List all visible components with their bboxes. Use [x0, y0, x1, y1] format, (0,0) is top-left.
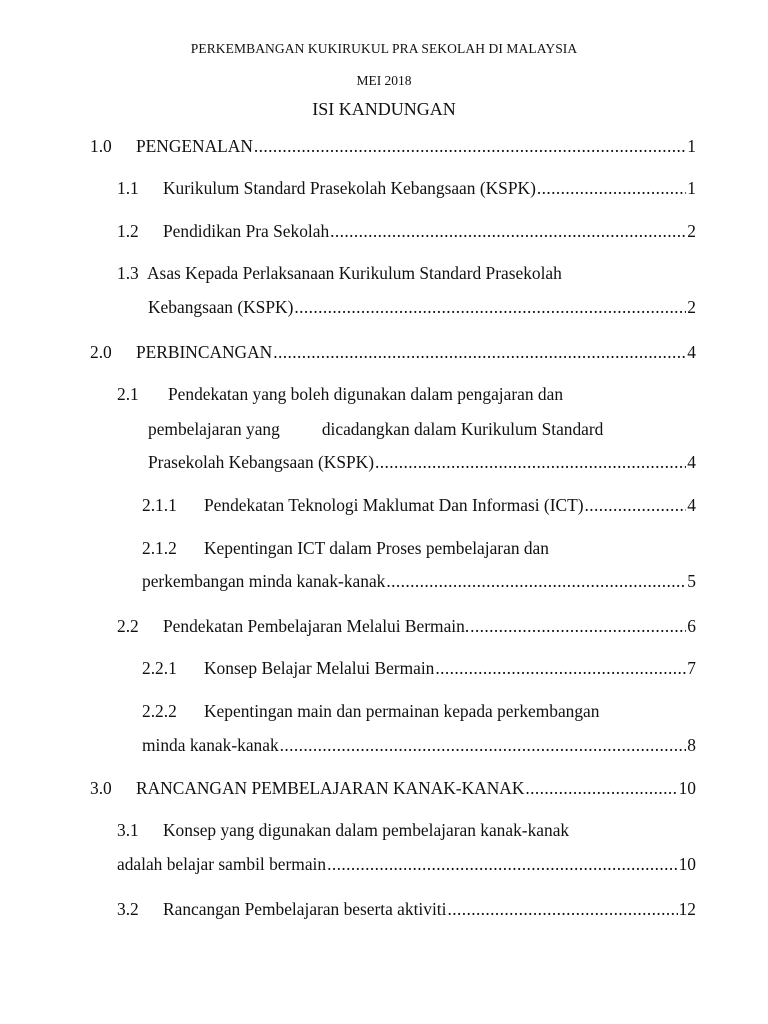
toc-entry-number: 2.1.2 — [142, 538, 177, 558]
toc-entry-text: Pendidikan Pra Sekolah — [163, 221, 330, 241]
toc-entry-page: 10 — [678, 854, 696, 874]
toc-entry-1-2[interactable] — [117, 220, 696, 242]
toc-entry-1-0[interactable] — [90, 135, 696, 157]
toc-entry-3-0[interactable] — [90, 777, 696, 799]
toc-entry-2-1-2-line1[interactable] — [142, 537, 696, 559]
toc-leader-dots — [327, 853, 678, 875]
toc-entry-text: Kepentingan ICT dalam Proses pembelajaran dan — [204, 538, 549, 558]
toc-entry-text: PENGENALAN — [136, 136, 253, 156]
toc-entry-text: Kebangsaan (KSPK) — [148, 297, 294, 317]
toc-leader-dots — [447, 898, 677, 920]
toc-leader-dots — [330, 220, 686, 242]
toc-entry-page: 12 — [678, 899, 696, 919]
toc-leader-dots — [254, 135, 686, 157]
toc-entry-text: RANCANGAN PEMBELAJARAN KANAK-KANAK — [136, 778, 525, 798]
toc-entry-page: 6 — [687, 616, 696, 636]
toc-entry-number: 1.1 — [117, 178, 139, 198]
toc-entry-1-3-line1[interactable] — [117, 262, 696, 284]
toc-leader-dots — [294, 296, 686, 318]
toc-title: ISI KANDUNGAN — [312, 99, 456, 119]
toc-leader-dots — [537, 177, 686, 199]
toc-entry-2-2-2-line2[interactable] — [142, 734, 696, 756]
toc-entry-page: 4 — [687, 452, 696, 472]
toc-entry-number: 2.1 — [117, 384, 139, 404]
toc-entry-number: 2.2.2 — [142, 701, 177, 721]
toc-entry-2-2-2-line1[interactable] — [142, 700, 696, 722]
toc-entry-number: 2.2 — [117, 616, 139, 636]
toc-entry-number: 3.0 — [90, 778, 112, 798]
toc-entry-text: perkembangan minda kanak-kanak — [142, 571, 386, 591]
toc-entry-2-2-1[interactable] — [142, 657, 696, 679]
toc-entry-number: 2.0 — [90, 342, 112, 362]
toc-entry-number: 2.1.1 — [142, 495, 177, 515]
toc-entry-text: Pendekatan yang boleh digunakan dalam pengajaran dan — [168, 384, 564, 404]
toc-entry-number: 1.0 — [90, 136, 112, 156]
toc-entry-page: 4 — [687, 342, 696, 362]
toc-entry-2-1-line2[interactable] — [148, 418, 696, 440]
toc-entry-2-1-2-line2[interactable] — [142, 570, 696, 592]
toc-leader-dots — [280, 734, 687, 756]
toc-entry-page: 1 — [687, 178, 696, 198]
toc-entry-number: 3.1 — [117, 820, 139, 840]
toc-entry-2-1-line1[interactable] — [117, 383, 696, 405]
toc-entry-page: 8 — [687, 735, 696, 755]
toc-entry-2-0[interactable] — [90, 341, 696, 363]
toc-entry-text: Konsep Belajar Melalui Bermain — [204, 658, 435, 678]
toc-entry-number: 1.3 — [117, 263, 139, 283]
toc-entry-3-1-line2[interactable] — [117, 853, 696, 875]
toc-entry-page: 2 — [687, 297, 696, 317]
toc-entry-2-2[interactable] — [117, 615, 696, 637]
toc-entry-2-1-line3[interactable] — [148, 451, 696, 473]
toc-entry-3-2[interactable] — [117, 898, 696, 920]
toc-entry-number: 3.2 — [117, 899, 139, 919]
toc-leader-dots — [525, 777, 677, 799]
toc-entry-page: 4 — [687, 495, 696, 515]
toc-leader-dots — [470, 615, 686, 637]
toc-entry-page: 1 — [687, 136, 696, 156]
toc-entry-page: 2 — [687, 221, 696, 241]
toc-entry-text: dicadangkan dalam Kurikulum Standard — [321, 419, 604, 439]
toc-leader-dots — [435, 657, 686, 679]
toc-entry-2-1-1[interactable] — [142, 494, 696, 516]
toc-entry-text: pembelajaran yang — [148, 419, 280, 439]
toc-leader-dots — [273, 341, 686, 363]
toc-entry-text: Asas Kepada Perlaksanaan Kurikulum Standard Prasekolah — [147, 263, 562, 283]
toc-entry-text: Rancangan Pembelajaran beserta aktiviti — [163, 899, 447, 919]
toc-entry-text: Pendekatan Teknologi Maklumat Dan Informasi (ICT) — [204, 495, 584, 515]
toc-entry-text: minda kanak-kanak — [142, 735, 279, 755]
toc-entry-text: Kurikulum Standard Prasekolah Kebangsaan (KSPK) — [163, 178, 536, 198]
toc-entry-1-3-line2[interactable] — [148, 296, 696, 318]
toc-entry-text: Prasekolah Kebangsaan (KSPK) — [148, 452, 375, 472]
toc-leader-dots — [375, 451, 686, 473]
toc-entry-number: 2.2.1 — [142, 658, 177, 678]
toc-entry-3-1-line1[interactable] — [117, 819, 696, 841]
toc-entry-1-1[interactable] — [117, 177, 696, 199]
toc-entry-text: Kepentingan main dan permainan kepada perkembangan — [204, 701, 600, 721]
toc-entry-text: PERBINCANGAN — [136, 342, 273, 362]
toc-entry-number: 1.2 — [117, 221, 139, 241]
toc-entry-page: 5 — [687, 571, 696, 591]
toc-leader-dots — [585, 494, 687, 516]
toc-leader-dots — [386, 570, 686, 592]
toc-entry-page: 10 — [678, 778, 696, 798]
toc-entry-text: Pendekatan Pembelajaran Melalui Bermain. — [163, 616, 470, 636]
toc-entry-text: Konsep yang digunakan dalam pembelajaran kanak-kanak — [163, 820, 570, 840]
document-header-title: PERKEMBANGAN KUKIRUKUL PRA SEKOLAH DI MALAYSIA — [190, 41, 578, 56]
toc-entry-text: adalah belajar sambil bermain — [117, 854, 327, 874]
toc-entry-page: 7 — [687, 658, 696, 678]
document-header-date: MEI 2018 — [356, 73, 412, 88]
